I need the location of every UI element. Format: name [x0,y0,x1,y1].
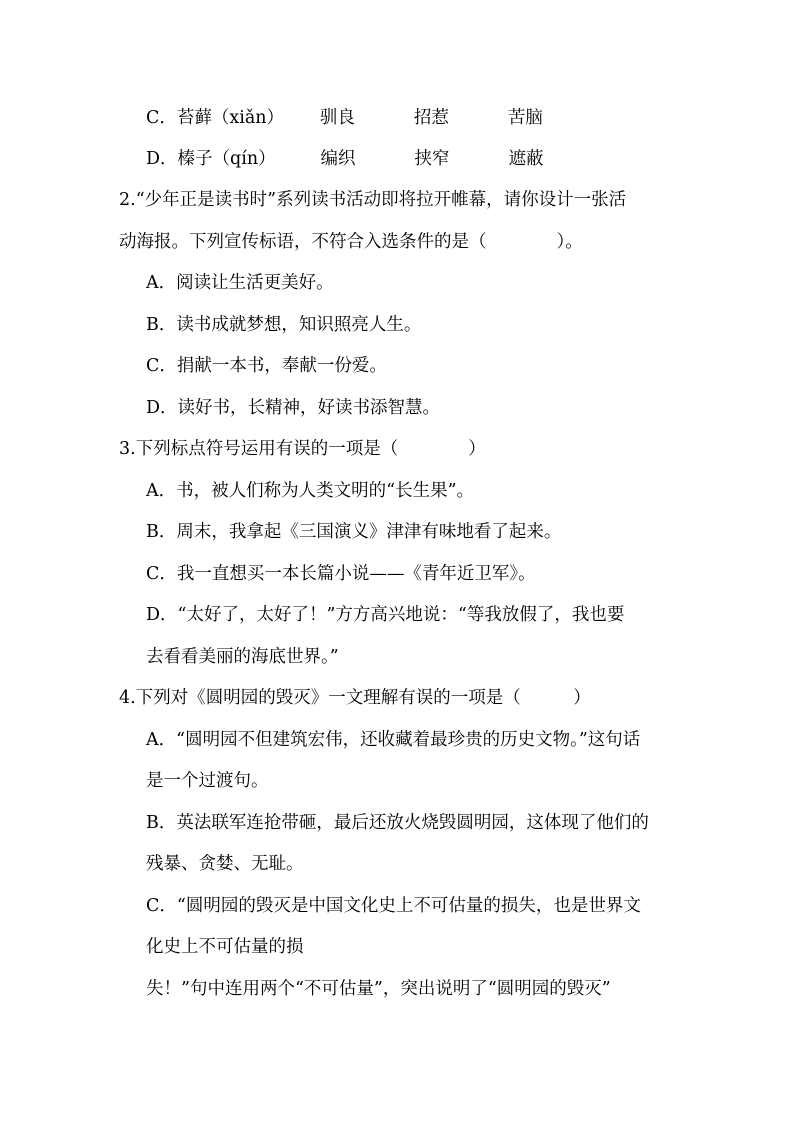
question-4-option-a: A．“圆明园不但建筑宏伟，还收藏着最珍贵的历史文物。”这句话 [146,730,641,750]
option-letter: D． [146,149,178,169]
question-4-option-c: C．“圆明园的毁灭是中国文化史上不可估量的损失，也是世界文 [146,896,641,916]
option-word: 招惹 [413,108,449,128]
option-word: 编织 [320,149,356,169]
option-row-d [146,147,544,171]
question-3-option-d-cont: 去看看美丽的海底世界。” [146,647,339,667]
question-3-option-d: D．“太好了，太好了！”方方高兴地说：“等我放假了，我也要 [146,605,625,625]
option-word: 苦脑 [507,108,543,128]
question-3-option-a: A．书，被人们称为人类文明的“长生果”。 [146,481,475,501]
question-3-option-c: C．我一直想买一本长篇小说——《青年近卫军》。 [146,564,536,584]
question-2-option-d: D．读好书，长精神，好读书添智慧。 [146,398,441,418]
option-word: 榛子（qín） [177,149,276,169]
option-word: 挟窄 [414,149,450,169]
question-2-stem: 2.“少年正是读书时”系列读书活动即将拉开帷幕，请你设计一张活 [119,190,627,210]
option-word: 遮蔽 [508,149,544,169]
question-2-option-b: B．读书成就梦想，知识照亮人生。 [146,315,422,335]
question-4-option-c-cont: 化史上不可估量的损 [146,937,304,957]
question-2-option-c: C．捐献一本书，奉献一份爱。 [146,356,387,376]
question-4-option-a-cont: 是一个过渡句。 [146,771,269,791]
question-4-option-c-cont2: 失！”句中连用两个“不可估量”，突出说明了“圆明园的毁灭” [146,979,611,999]
question-4-option-b: B．英法联军连抢带砸，最后还放火烧毁圆明园，这体现了他们的 [146,813,649,833]
question-3-option-b: B．周末，我拿起《三国演义》津津有味地看了起来。 [146,522,562,542]
option-word: 驯良 [319,108,355,128]
option-letter: C． [146,108,177,128]
question-2-option-a: A．阅读让生活更美好。 [146,273,334,293]
question-3-stem: 3.下列标点符号运用有误的一项是（ ） [119,439,486,459]
option-row-c [146,106,543,130]
question-2-stem-cont: 动海报。下列宣传标语，不符合入选条件的是（ ）。 [119,232,583,252]
option-word: 苔藓（xiǎn） [176,108,285,128]
question-4-stem: 4.下列对《圆明园的毁灭》一文理解有误的一项是（ ） [119,688,591,708]
question-4-option-b-cont: 残暴、贪婪、无耻。 [146,854,304,874]
